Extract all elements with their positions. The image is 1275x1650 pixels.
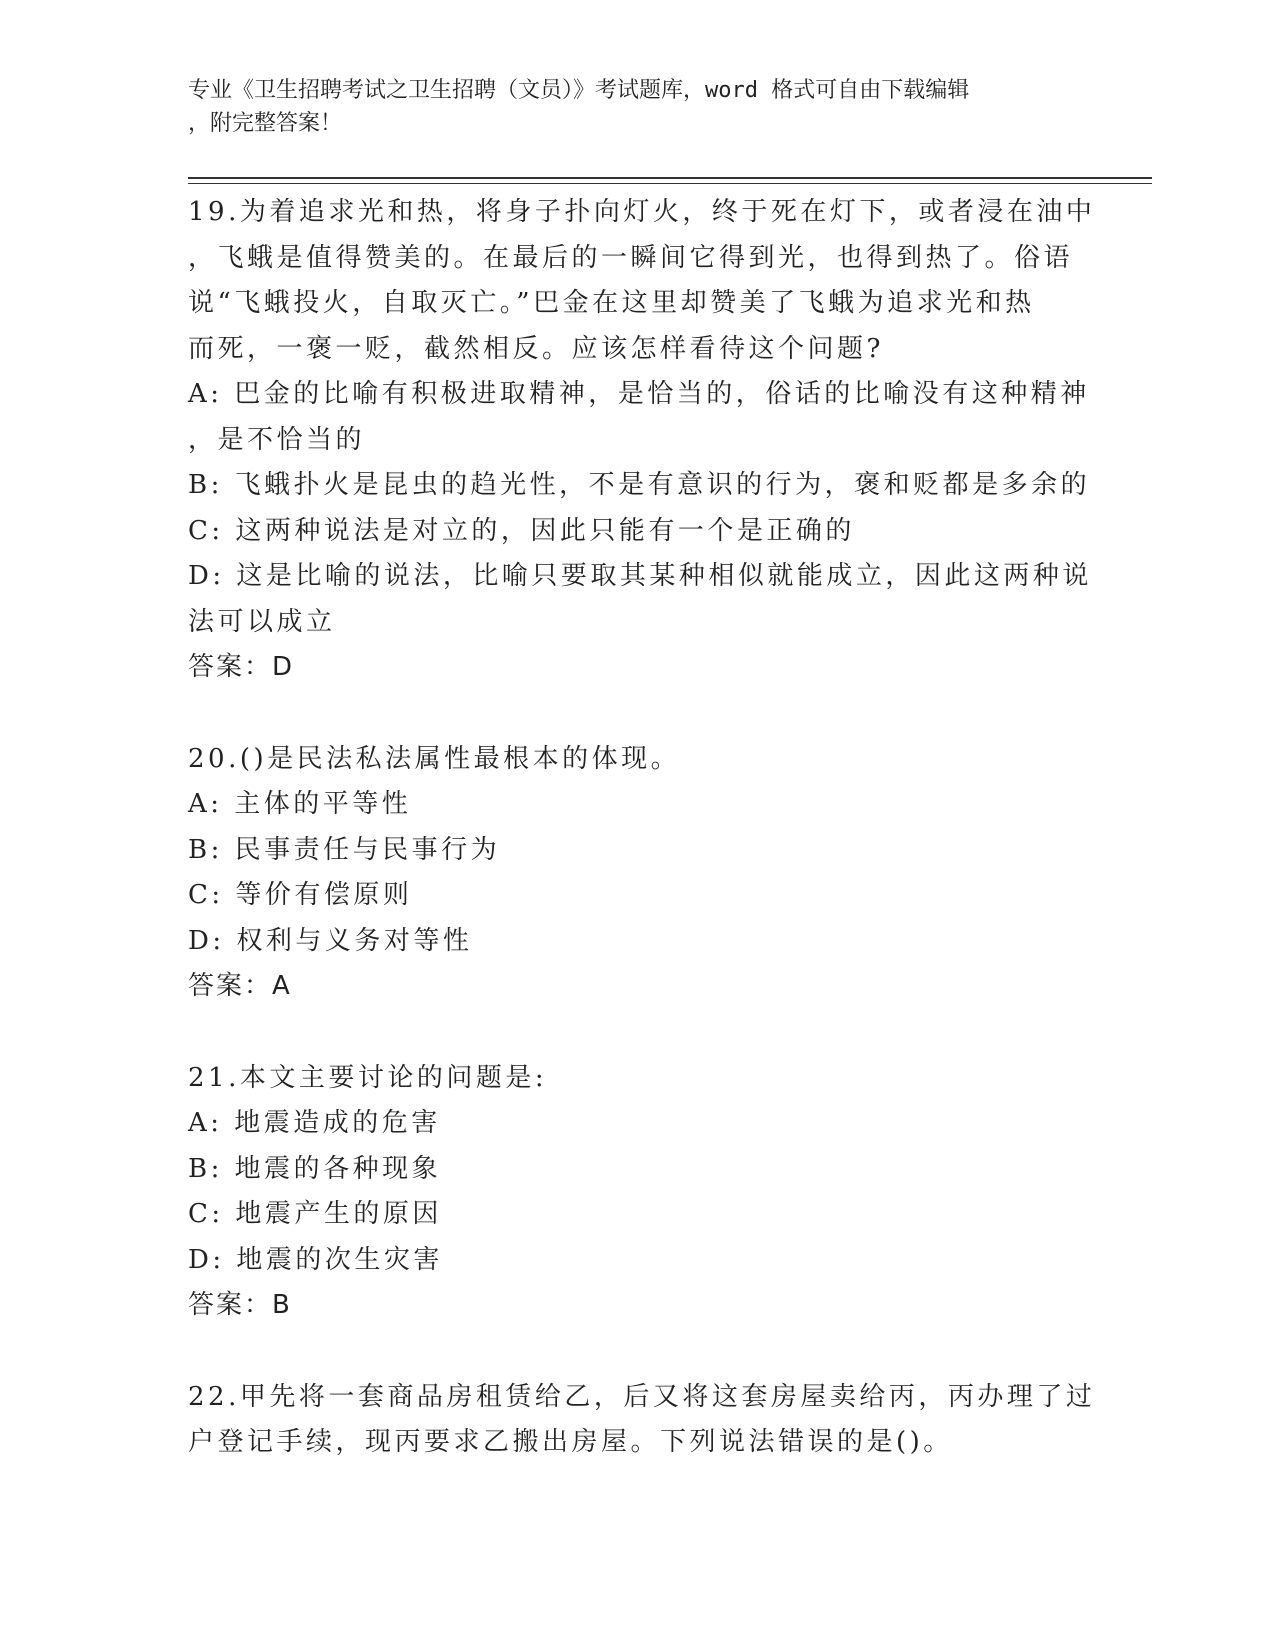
- header-line: ，附完整答案！: [188, 111, 343, 136]
- option-d: D: 这是比喻的说法，比喻只要取其某种相似就能成立，因此这两种说: [188, 561, 1092, 591]
- option-c: C: 等价有偿原则: [188, 880, 413, 910]
- option-a: A: 巴金的比喻有积极进取精神，是恰当的，俗话的比喻没有这种精神: [188, 379, 1090, 409]
- question-stem-line: 20.()是民法私法属性最根本的体现。: [188, 743, 681, 774]
- option-a-continued: ，是不恰当的: [188, 424, 366, 455]
- spacer: [188, 1010, 1088, 1056]
- question-22: [188, 1375, 1096, 1466]
- option-d: D: 地震的次生灾害: [188, 1244, 443, 1275]
- question-20: [188, 737, 1088, 1010]
- question-stem-line: 21.本文主要讨论的问题是:: [188, 1062, 548, 1093]
- spacer: [188, 1329, 1088, 1375]
- option-a: A: 地震造成的危害: [188, 1108, 441, 1138]
- header-line: 专业《卫生招聘考试之卫生招聘（文员）》考试题库，word 格式可自由下载编辑: [188, 78, 970, 103]
- option-c: C: 地震产生的原因: [188, 1199, 442, 1229]
- option-b: B: 地震的各种现象: [188, 1153, 442, 1184]
- answer-label: 答案：A: [188, 971, 292, 1001]
- option-d: D: 权利与义务对等性: [188, 925, 473, 956]
- answer-label: 答案：D: [188, 652, 295, 682]
- option-d-continued: 法可以成立: [188, 606, 336, 637]
- answer-label: 答案：B: [188, 1290, 292, 1320]
- spacer: [188, 691, 1088, 737]
- question-stem-line: 19.为着追求光和热，将身子扑向灯火，终于死在灯下，或者浸在油中: [188, 197, 1096, 227]
- question-21: [188, 1056, 1088, 1329]
- question-stem-line: 而死，一褒一贬，截然相反。应该怎样看待这个问题?: [188, 333, 884, 364]
- option-b: B: 飞蛾扑火是昆虫的趋光性，不是有意识的行为，褒和贬都是多余的: [188, 470, 1091, 500]
- question-stem-line: ，飞蛾是值得赞美的。在最后的一瞬间它得到光，也得到热了。俗语: [188, 242, 1074, 273]
- question-list: [188, 190, 1096, 1466]
- header-divider-thin: [188, 183, 1152, 184]
- option-b: B: 民事责任与民事行为: [188, 834, 501, 865]
- question-stem-line: 户登记手续，现丙要求乙搬出房屋。下列说法错误的是()。: [188, 1427, 953, 1457]
- question-stem-line: 说“飞蛾投火，自取灭亡。”巴金在这里却赞美了飞蛾为追求光和热: [188, 288, 1035, 318]
- question-stem-line: 22.甲先将一套商品房租赁给乙，后又将这套房屋卖给丙，丙办理了过: [188, 1381, 1096, 1412]
- option-c: C: 这两种说法是对立的，因此只能有一个是正确的: [188, 515, 855, 546]
- header-divider: [188, 177, 1152, 179]
- document-header: [188, 74, 1068, 140]
- option-a: A: 主体的平等性: [188, 789, 412, 819]
- question-19: [188, 190, 1096, 691]
